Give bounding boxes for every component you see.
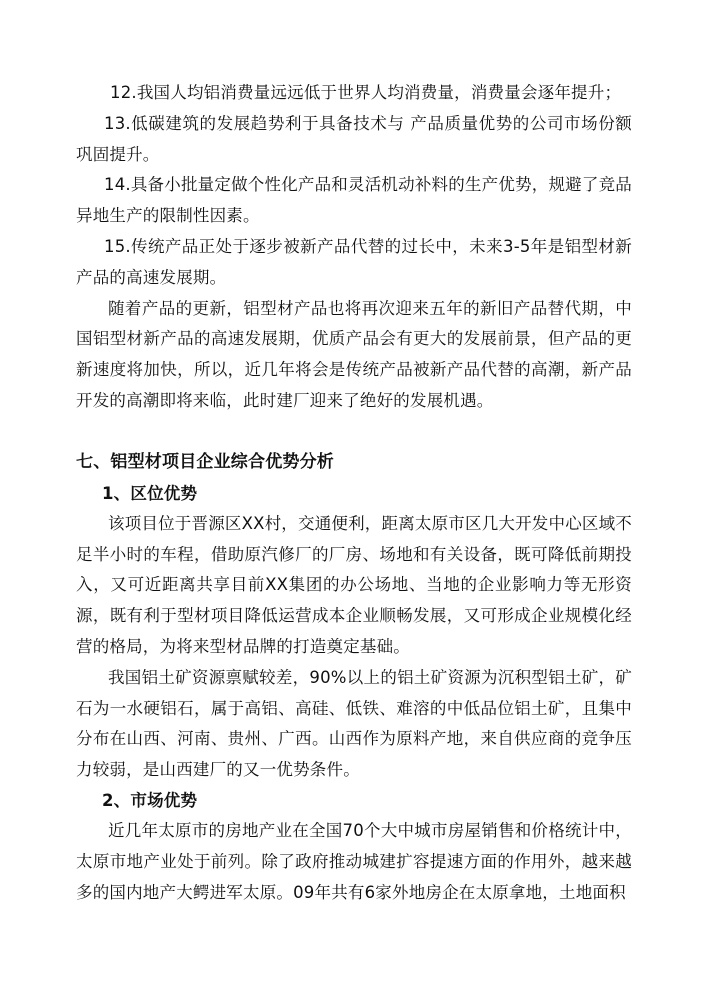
section-heading-7: 七、铝型材项目企业综合优势分析 (76, 451, 334, 472)
paragraph-item-13: 13.低碳建筑的发展趋势利于具备技术与 产品质量优势的公司市场份额巩固提升。 (76, 113, 632, 164)
paragraph-market-1: 近几年太原市的房地产业在全国70个大中城市房屋销售和价格统计中，太原市地产业处于前列。除了政府推动城建扩容提速方面的作用外，越来越多的国内地产大鳄进军太原。09年共有6家外地房企在太原拿地，土地面积 (76, 820, 632, 902)
paragraph-item-15: 15.传统产品正处于逐步被新产品代替的过长中，未来3-5年是铝型材新产品的高速发展期。 (76, 236, 632, 287)
paragraph-item-14: 14.具备小批量定做个性化产品和灵活机动补料的生产优势，规避了竞品异地生产的限制性因素。 (76, 175, 632, 226)
paragraph-product-update: 随着产品的更新，铝型材产品也将再次迎来五年的新旧产品替代期，中国铝型材新产品的高速发展期，优质产品会有更大的发展前景，但产品的更新速度将加快，所以，近几年将会是传统产品被新产品代替的高潮，新产品开发的高潮即将来临，此时建厂迎来了绝好的发展机遇。 (76, 298, 632, 410)
subsection-heading-market: 2、市场优势 (102, 790, 198, 810)
subsection-heading-location: 1、区位优势 (102, 483, 198, 503)
paragraph-item-12: 12.我国人均铝消费量远远低于世界人均消费量，消费量会逐年提升； (110, 83, 622, 102)
paragraph-location-1: 该项目位于晋源区XX村，交通便利，距离太原市区几大开发中心区域不足半小时的车程，借助原汽修厂的厂房、场地和有关设备，既可降低前期投入，又可近距离共享目前XX集团的办公场地、当地的企业影响力等无形资源，既有利于型材项目降低运营成本企业顺畅发展，又可形成企业规模化经营的格局，为将来型材品牌的打造奠定基础。 (76, 513, 633, 656)
paragraph-location-2: 我国铝土矿资源禀赋较差，90%以上的铝土矿资源为沉积型铝土矿，矿石为一水硬铝石，属于高铝、高硅、低铁、难溶的中低品位铝土矿，且集中分布在山西、河南、贵州、广西。山西作为原料产地，来自供应商的竞争压力较弱，是山西建厂的又一优势条件。 (76, 667, 632, 780)
document-body (76, 78, 632, 908)
